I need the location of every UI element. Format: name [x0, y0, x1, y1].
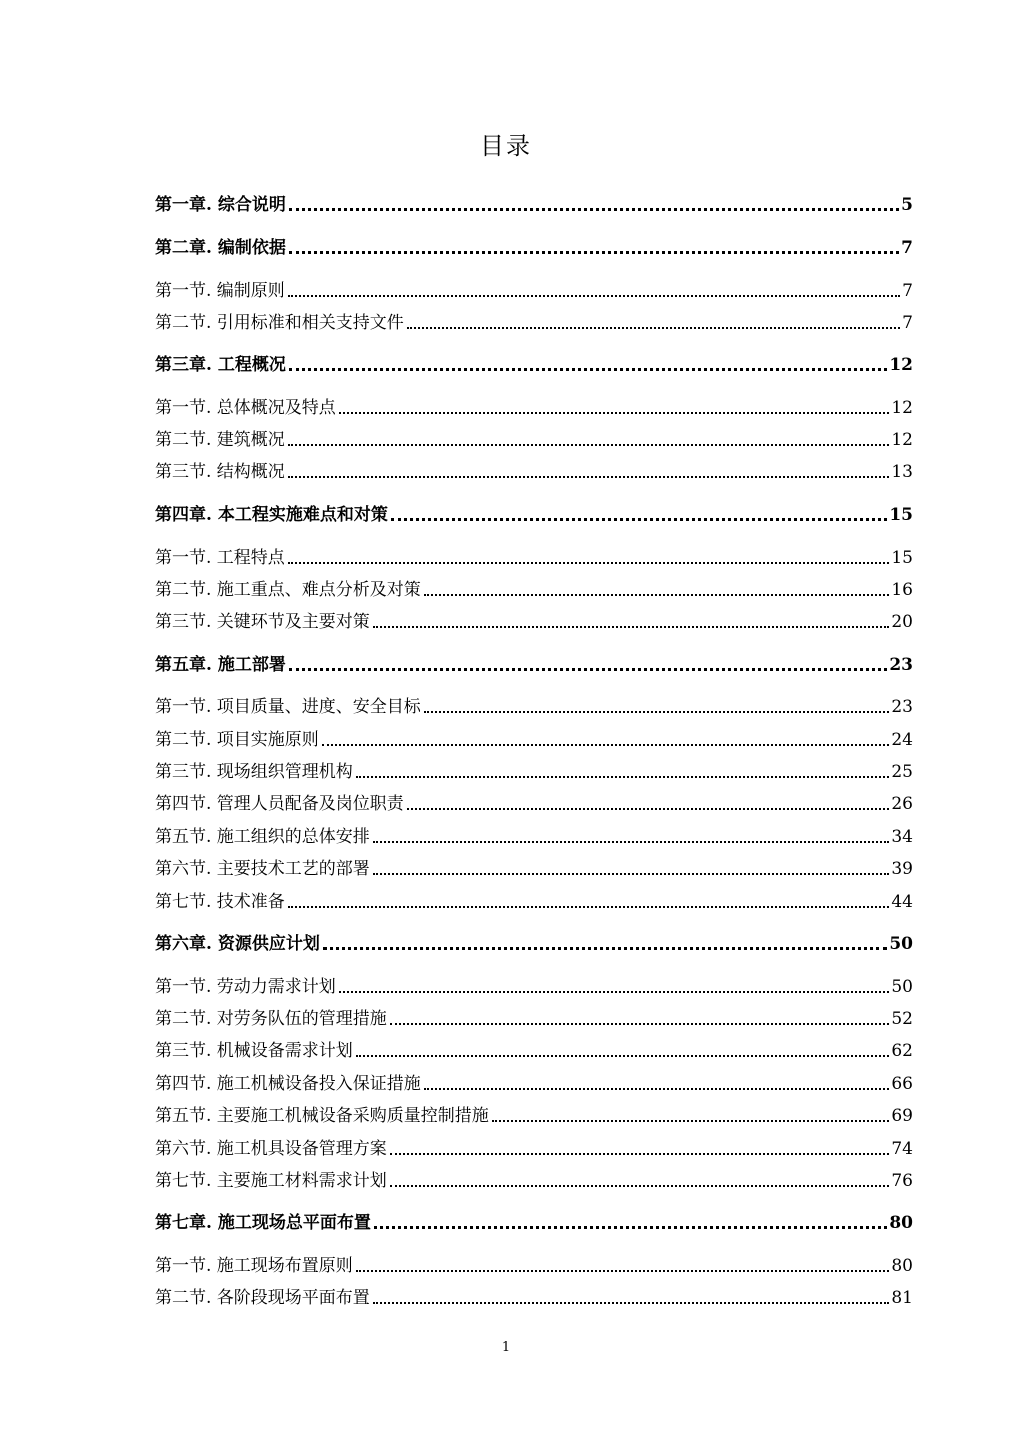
toc-entry-label: 第三节. 结构概况 — [155, 462, 285, 482]
toc-entry-page: 15 — [889, 505, 913, 525]
toc-entry-page: 12 — [889, 355, 913, 375]
toc-entry-label: 第二节. 施工重点、难点分析及对策 — [155, 580, 421, 600]
dot-leader — [323, 947, 887, 950]
toc-entry-page: 74 — [891, 1139, 913, 1159]
toc-entry-label: 第四节. 管理人员配备及岗位职责 — [155, 794, 404, 814]
toc-section-entry[interactable] — [155, 1004, 913, 1030]
toc-section-entry[interactable] — [155, 393, 913, 419]
dot-leader — [339, 412, 890, 414]
dot-leader — [356, 776, 890, 778]
dot-leader — [356, 1055, 890, 1057]
toc-entry-label: 第三章. 工程概况 — [155, 355, 286, 375]
toc-entry-page: 5 — [901, 195, 913, 215]
toc-entry-label: 第六章. 资源供应计划 — [155, 934, 320, 954]
toc-entry-page: 39 — [891, 859, 913, 879]
dot-leader — [390, 1153, 890, 1155]
toc-section-entry[interactable] — [155, 607, 913, 633]
toc-chapter-entry[interactable] — [155, 350, 913, 376]
dot-leader — [322, 744, 890, 746]
toc-entry-label: 第四节. 施工机械设备投入保证措施 — [155, 1074, 421, 1094]
toc-section-entry[interactable] — [155, 692, 913, 718]
toc-section-entry[interactable] — [155, 1036, 913, 1062]
toc-entry-label: 第六节. 主要技术工艺的部署 — [155, 859, 370, 879]
toc-section-entry[interactable] — [155, 575, 913, 601]
toc-entry-page: 76 — [891, 1171, 913, 1191]
dot-leader — [339, 991, 890, 993]
toc-entry-page: 7 — [902, 313, 913, 333]
dot-leader — [424, 1088, 890, 1090]
toc-entry-page: 12 — [891, 398, 913, 418]
toc-entry-label: 第一节. 项目质量、进度、安全目标 — [155, 697, 421, 717]
toc-entry-label: 第一节. 总体概况及特点 — [155, 398, 336, 418]
dot-leader — [289, 368, 887, 371]
toc-entry-label: 第二节. 项目实施原则 — [155, 730, 319, 750]
toc-entry-label: 第三节. 机械设备需求计划 — [155, 1041, 353, 1061]
toc-chapter-entry[interactable] — [155, 233, 913, 259]
toc-chapter-entry[interactable] — [155, 929, 913, 955]
dot-leader — [391, 518, 887, 521]
dot-leader — [288, 906, 890, 908]
toc-section-entry[interactable] — [155, 1101, 913, 1127]
toc-entry-page: 12 — [891, 430, 913, 450]
toc-entry-page: 7 — [902, 281, 913, 301]
toc-entry-page: 24 — [891, 730, 913, 750]
dot-leader — [374, 1226, 887, 1229]
toc-entry-page: 20 — [891, 612, 913, 632]
dot-leader — [288, 444, 890, 446]
dot-leader — [390, 1023, 890, 1025]
toc-section-entry[interactable] — [155, 822, 913, 848]
toc-section-entry[interactable] — [155, 457, 913, 483]
toc-section-entry[interactable] — [155, 757, 913, 783]
toc-chapter-entry[interactable] — [155, 500, 913, 526]
toc-entry-page: 62 — [891, 1041, 913, 1061]
dot-leader — [288, 476, 890, 478]
dot-leader — [407, 327, 900, 329]
toc-entry-page: 69 — [891, 1106, 913, 1126]
toc-entry-page: 23 — [891, 697, 913, 717]
dot-leader — [289, 668, 887, 671]
toc-entry-page: 7 — [901, 238, 913, 258]
toc-entry-page: 50 — [889, 934, 913, 954]
toc-entry-page: 26 — [891, 794, 913, 814]
toc-section-entry[interactable] — [155, 887, 913, 913]
dot-leader — [373, 873, 890, 875]
dot-leader — [390, 1185, 890, 1187]
toc-section-entry[interactable] — [155, 1166, 913, 1192]
toc-entry-page: 80 — [891, 1256, 913, 1276]
toc-entry-label: 第五节. 施工组织的总体安排 — [155, 827, 370, 847]
toc-entry-page: 80 — [889, 1213, 913, 1233]
toc-entry-label: 第一节. 施工现场布置原则 — [155, 1256, 353, 1276]
toc-entry-page: 44 — [891, 892, 913, 912]
toc-section-entry[interactable] — [155, 1251, 913, 1277]
toc-entry-label: 第二节. 建筑概况 — [155, 430, 285, 450]
toc-section-entry[interactable] — [155, 725, 913, 751]
toc-entry-label: 第二节. 对劳务队伍的管理措施 — [155, 1009, 387, 1029]
toc-section-entry[interactable] — [155, 308, 913, 334]
dot-leader — [424, 594, 890, 596]
dot-leader — [356, 1270, 890, 1272]
toc-entry-label: 第一节. 工程特点 — [155, 548, 285, 568]
dot-leader — [288, 562, 890, 564]
toc-entry-page: 66 — [891, 1074, 913, 1094]
toc-entry-page: 15 — [891, 548, 913, 568]
page-number: 1 — [501, 1340, 511, 1355]
dot-leader — [289, 251, 899, 254]
dot-leader — [407, 808, 890, 810]
toc-entry-label: 第三节. 现场组织管理机构 — [155, 762, 353, 782]
toc-section-entry[interactable] — [155, 789, 913, 815]
toc-entry-page: 13 — [891, 462, 913, 482]
toc-section-entry[interactable] — [155, 972, 913, 998]
toc-section-entry[interactable] — [155, 276, 913, 302]
toc-entry-page: 52 — [891, 1009, 913, 1029]
toc-section-entry[interactable] — [155, 543, 913, 569]
dot-leader — [373, 841, 890, 843]
dot-leader — [492, 1120, 890, 1122]
toc-section-entry[interactable] — [155, 854, 913, 880]
toc-entry-label: 第二章. 编制依据 — [155, 238, 286, 258]
toc-entry-page: 34 — [891, 827, 913, 847]
toc-entry-label: 第一节. 劳动力需求计划 — [155, 977, 336, 997]
dot-leader — [424, 711, 890, 713]
toc-entry-label: 第一章. 综合说明 — [155, 195, 286, 215]
toc-chapter-entry[interactable] — [155, 650, 913, 676]
toc-entry-label: 第三节. 关键环节及主要对策 — [155, 612, 370, 632]
toc-section-entry[interactable] — [155, 1069, 913, 1095]
toc-entry-page: 23 — [889, 655, 913, 675]
toc-entry-label: 第四章. 本工程实施难点和对策 — [155, 505, 388, 525]
toc-entry-label: 第五节. 主要施工机械设备采购质量控制措施 — [155, 1106, 489, 1126]
toc-entry-page: 25 — [891, 762, 913, 782]
toc-entry-page: 81 — [891, 1288, 913, 1308]
toc-section-entry[interactable] — [155, 1134, 913, 1160]
dot-leader — [288, 295, 900, 297]
dot-leader — [373, 1302, 890, 1304]
toc-entry-label: 第七章. 施工现场总平面布置 — [155, 1213, 371, 1233]
toc-entry-label: 第六节. 施工机具设备管理方案 — [155, 1139, 387, 1159]
toc-entry-label: 第七节. 技术准备 — [155, 892, 285, 912]
toc-entry-label: 第二节. 各阶段现场平面布置 — [155, 1288, 370, 1308]
dot-leader — [289, 208, 899, 211]
toc-entry-page: 50 — [891, 977, 913, 997]
toc-section-entry[interactable] — [155, 425, 913, 451]
toc-entry-label: 第五章. 施工部署 — [155, 655, 286, 675]
toc-chapter-entry[interactable] — [155, 190, 913, 216]
toc-chapter-entry[interactable] — [155, 1208, 913, 1234]
toc-entry-label: 第七节. 主要施工材料需求计划 — [155, 1171, 387, 1191]
toc-entry-label: 第二节. 引用标准和相关支持文件 — [155, 313, 404, 333]
toc-section-entry[interactable] — [155, 1283, 913, 1309]
toc-title: 目录 — [480, 132, 532, 160]
dot-leader — [373, 626, 890, 628]
toc-entry-label: 第一节. 编制原则 — [155, 281, 285, 301]
toc-entry-page: 16 — [891, 580, 913, 600]
